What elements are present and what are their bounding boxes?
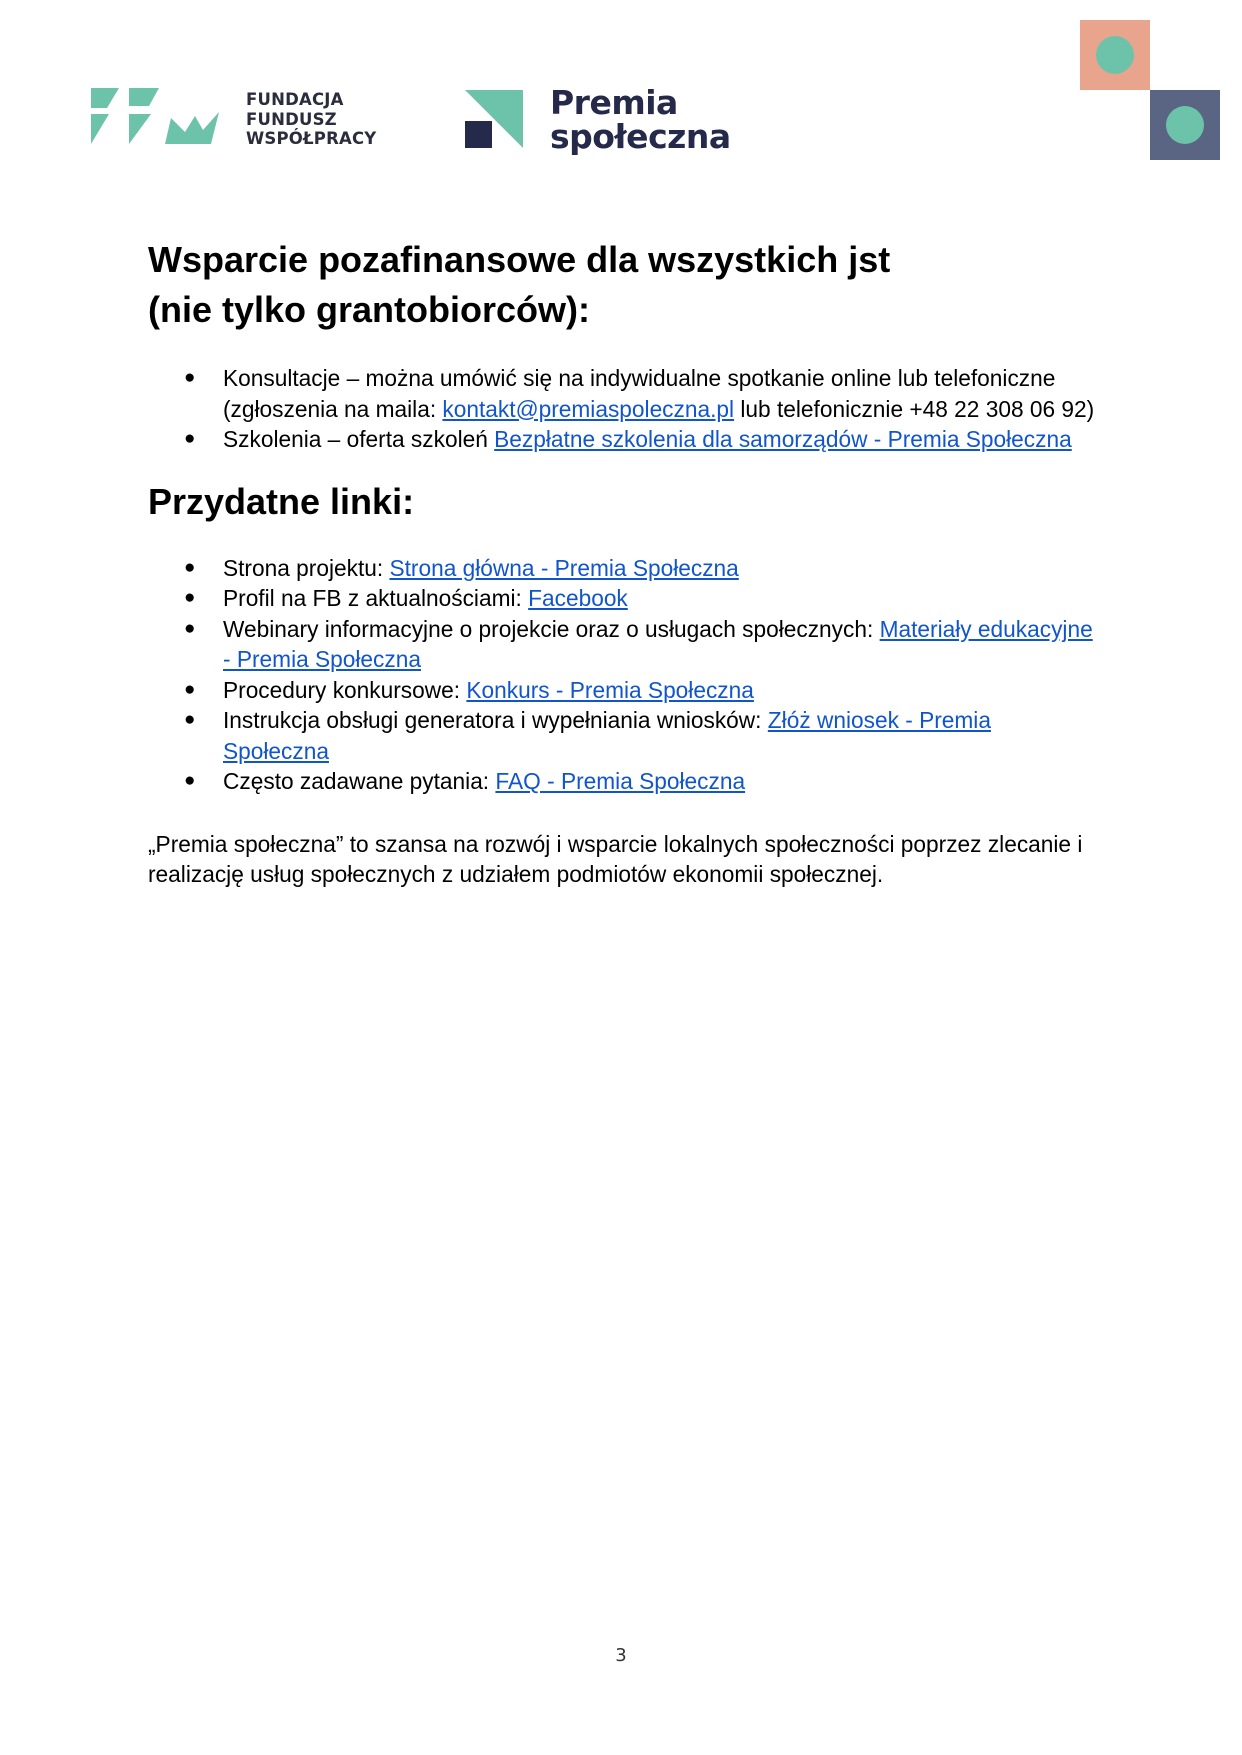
list-item xyxy=(148,705,1098,766)
premia-spoleczna-logo xyxy=(465,83,765,158)
fwp-logo-text xyxy=(246,90,376,149)
premia-logo-line: społeczna xyxy=(550,117,731,156)
fwp-logo-mark-icon xyxy=(91,88,219,152)
section-heading-useful-links: Przydatne linki: xyxy=(148,480,415,522)
fwp-logo-line: FUNDUSZ xyxy=(246,109,337,129)
bullet-icon: ● xyxy=(184,367,196,388)
bullet-icon: ● xyxy=(184,428,196,449)
list-item xyxy=(148,675,1098,706)
item-text: Szkolenia – oferta szkoleń xyxy=(223,426,495,452)
decorative-squares-icon xyxy=(1080,20,1220,160)
page-header xyxy=(0,0,1242,180)
item-text: Procedury konkursowe: xyxy=(223,676,467,703)
submit-application-link[interactable]: Złóż wniosek - Premia Społeczna xyxy=(223,707,991,764)
homepage-link[interactable]: Strona główna - Premia Społeczna xyxy=(389,554,739,581)
premia-logo-text xyxy=(550,83,731,156)
item-text: Webinary informacyjne o projekcie oraz o usługach społecznych: xyxy=(223,615,880,642)
educational-materials-link[interactable]: Materiały edukacyjne - Premia Społeczna xyxy=(223,615,1093,672)
fundacja-fundusz-wspolpracy-logo xyxy=(91,88,377,152)
bullet-icon: ● xyxy=(184,678,196,700)
item-text: lub telefonicznie +48 22 308 06 92) xyxy=(734,395,1095,422)
email-link[interactable]: kontakt@premiaspoleczna.pl xyxy=(442,395,735,422)
heading-line: Wsparcie pozafinansowe dla wszystkich jst xyxy=(148,239,891,280)
item-text: Konsultacje – można umówić się na indywidualne spotkanie online lub telefoniczne (zgłoszenia na maila: xyxy=(223,365,1056,422)
item-text: Często zadawane pytania: xyxy=(223,768,496,794)
competition-link[interactable]: Konkurs - Premia Społeczna xyxy=(466,676,754,703)
heading-line: (nie tylko grantobiorców): xyxy=(148,289,591,330)
list-item xyxy=(148,553,1098,584)
faq-link[interactable]: FAQ - Premia Społeczna xyxy=(495,768,746,794)
fwp-logo-line: WSPÓŁPRACY xyxy=(246,129,377,148)
bullet-icon: ● xyxy=(184,556,196,578)
item-text: Strona projektu: xyxy=(223,554,390,581)
premia-logo-line: Premia xyxy=(550,83,678,122)
support-list xyxy=(148,363,1098,455)
list-item xyxy=(148,583,1098,614)
facebook-link[interactable]: Facebook xyxy=(528,585,628,611)
closing-paragraph: „Premia społeczna” to szansa na rozwój i wsparcie lokalnych społeczności poprzez zlecanie i realizację usług społecznych z udziałem podmiotów ekonomii społecznej. xyxy=(148,830,1083,887)
list-item xyxy=(148,614,1098,675)
page-number: 3 xyxy=(615,1645,627,1666)
bullet-icon: ● xyxy=(184,770,196,791)
bullet-icon: ● xyxy=(184,587,196,608)
fwp-logo-line: FUNDACJA xyxy=(246,90,344,109)
useful-links-list xyxy=(148,553,1098,797)
bullet-icon: ● xyxy=(184,617,196,639)
bullet-icon: ● xyxy=(184,709,196,730)
list-item-consultations xyxy=(148,363,1098,424)
item-text: Instrukcja obsługi generatora i wypełniania wniosków: xyxy=(223,707,768,733)
section-heading-support xyxy=(148,235,1098,335)
list-item-trainings xyxy=(148,424,1098,455)
document-body xyxy=(148,232,1098,890)
premia-logo-mark-icon xyxy=(465,90,523,148)
item-text: Profil na FB z aktualnościami: xyxy=(223,585,529,611)
list-item xyxy=(148,766,1098,797)
trainings-link[interactable]: Bezpłatne szkolenia dla samorządów - Premia Społeczna xyxy=(494,426,1072,452)
